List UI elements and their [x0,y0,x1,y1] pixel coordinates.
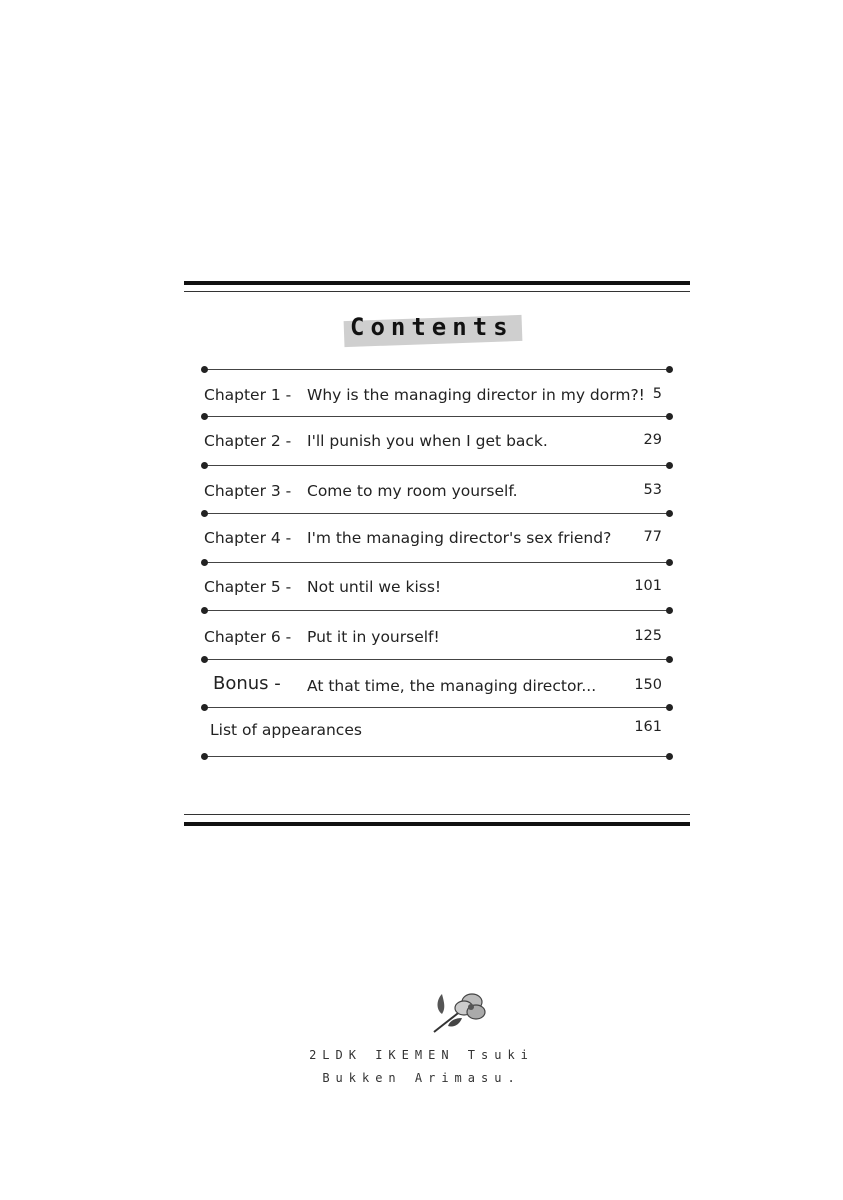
toc-chapter-title: At that time, the managing director... [307,677,597,695]
toc-chapter-label: Bonus - [213,673,281,694]
toc-chapter-label: Chapter 1 - [204,386,292,404]
top-thick-rule [184,281,690,285]
toc-chapter-label: List of appearances [210,721,362,739]
toc-row-chapter-5[interactable] [204,578,662,602]
toc-row-chapter-3[interactable] [204,482,662,506]
toc-row-chapter-2[interactable] [204,432,662,456]
toc-page-number: 101 [634,578,662,594]
toc-chapter-label: Chapter 4 - [204,529,292,547]
toc-row-chapter-6[interactable] [204,628,662,652]
toc-row-chapter-1[interactable] [204,386,662,410]
top-thin-rule [184,291,690,292]
separator [204,659,670,660]
separator [204,465,670,466]
bottom-thin-rule [184,814,690,815]
contents-title: Contents [350,313,514,341]
toc-chapter-title: Why is the managing director in my dorm?! [307,386,645,404]
toc-chapter-label: Chapter 6 - [204,628,292,646]
toc-row-bonus[interactable] [204,673,662,701]
toc-row-appearances[interactable] [204,721,662,745]
toc-chapter-label: Chapter 5 - [204,578,292,596]
toc-page-number: 77 [643,529,662,545]
toc-page-number: 29 [643,432,662,448]
bottom-thick-rule [184,822,690,826]
toc-page-number: 125 [634,628,662,644]
toc-page-number: 161 [634,719,662,735]
footer-line-2: Bukken Arimasu. [322,1071,521,1085]
toc-chapter-title: Not until we kiss! [307,578,442,596]
toc-chapter-title: Come to my room yourself. [307,482,518,500]
toc-chapter-title: I'm the managing director's sex friend? [307,529,612,547]
toc-page-number: 150 [634,677,662,693]
separator [204,513,670,514]
toc-chapter-label: Chapter 3 - [204,482,292,500]
toc-page-number: 5 [652,386,662,402]
separator [204,562,670,563]
toc-chapter-label: Chapter 2 - [204,432,292,450]
separator [204,369,670,370]
footer-line-1: 2LDK IKEMEN Tsuki [309,1048,534,1062]
toc-chapter-title: Put it in yourself! [307,628,440,646]
separator [204,610,670,611]
flower-icon [428,990,490,1034]
toc-page-number: 53 [643,482,662,498]
toc-chapter-title: I'll punish you when I get back. [307,432,548,450]
separator [204,416,670,417]
toc-row-chapter-4[interactable] [204,529,662,553]
separator [204,756,670,757]
separator [204,707,670,708]
